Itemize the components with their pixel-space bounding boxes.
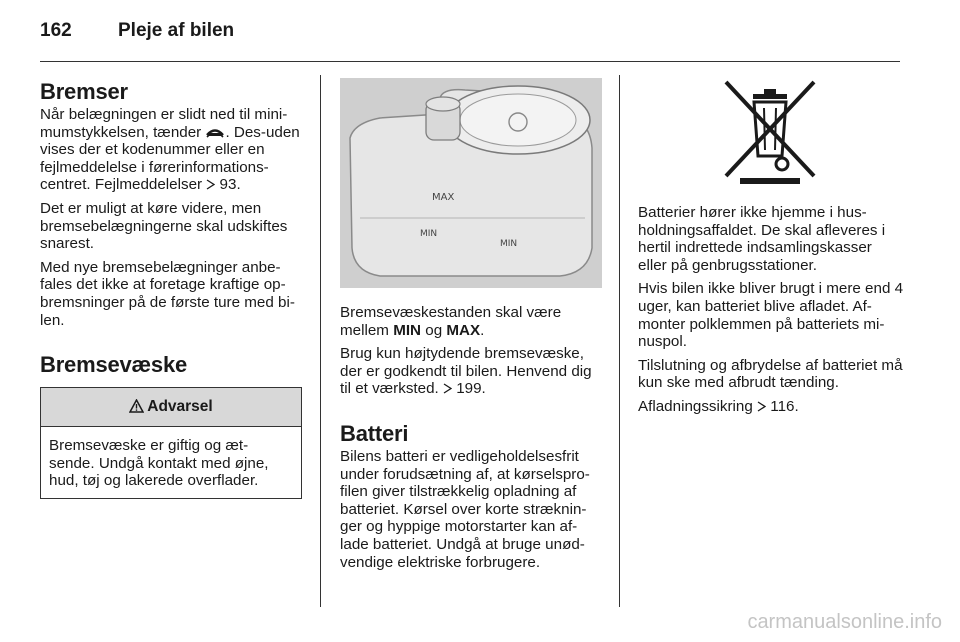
discharge-protection-paragraph: Afladningssikring 116. <box>638 397 799 415</box>
warning-triangle-icon <box>129 399 144 416</box>
battery-disposal-paragraph: Batterier hører ikke hjemme i hus-holdningsaffaldet. De skal afleveres i hertil indrettede indsamlingskasser eller på genbrugsstationer. <box>638 204 886 274</box>
brake-fluid-heading: Bremsevæske <box>40 352 188 378</box>
warning-body <box>41 427 301 498</box>
warning-text: Bremsevæske er giftig og æt-sende. Undgå kontakt med øjne, hud, tøj og lakerede overflader. <box>49 437 269 490</box>
fluid-paragraph: Brug kun højtydende bremsevæske, der er godkendt til bilen. Henvend dig til et værksted. 199. <box>340 345 592 398</box>
brake-fluid-reservoir-photo <box>340 78 602 288</box>
crossed-out-bin-icon <box>638 78 902 188</box>
column-left <box>40 78 302 499</box>
photo-label-min-left: MIN <box>420 229 438 239</box>
battery-idle-paragraph: Hvis bilen ikke bliver brugt i mere end 4 uger, kan batteriet blive afladet. Af-monter polklemmen på batteriets mi-nuspol. <box>638 280 904 351</box>
arrow-ref-icon <box>443 383 452 394</box>
brakes-paragraph-2: Det er muligt at køre videre, men bremsebelægningerne skal udskiftes snarest. <box>40 199 288 253</box>
battery-heading: Batteri <box>340 420 409 446</box>
column-middle <box>340 78 602 577</box>
photo-label-max: MAX <box>432 192 455 203</box>
fluid-level-paragraph: Bremsevæskestanden skal være mellem MIN og MAX. <box>340 304 562 339</box>
min-marker: MIN <box>393 321 422 339</box>
page-title: Pleje af bilen <box>118 20 235 41</box>
max-marker: MAX <box>446 321 481 339</box>
header-rule <box>40 61 900 62</box>
brakes-paragraph-3: Med nye bremsebelægninger anbe-fales det ikke at foretage kraftige op-bremsninger på de første ture med bi-len. <box>40 258 295 329</box>
warning-header <box>41 388 301 427</box>
warning-box <box>40 387 302 499</box>
arrow-ref-icon <box>206 179 215 190</box>
column-divider-right <box>619 75 620 607</box>
page-number: 162 <box>40 20 72 41</box>
brakes-heading: Bremser <box>40 79 128 104</box>
battery-paragraph: Bilens batteri er vedligeholdelsesfrit under forudsætning af, at kørselspro-filen giver tilstrækkelig opladning af batteriet. Kørsel over korte stræknin-ger og hyppige motorstarter kan af-lade batteriet. Undgå at bruge unød-vendige elektriske forbrugere. <box>340 447 590 571</box>
arrow-ref-icon <box>757 401 766 412</box>
photo-label-min-right: MIN <box>500 239 518 249</box>
column-right <box>638 78 904 422</box>
battery-connect-paragraph: Tilslutning og afbrydelse af batteriet må kun ske med afbrudt tænding. <box>638 356 903 392</box>
brakes-paragraph-1: Når belægningen er slidt ned til mini-mumstykkelsen, tænder . Des-uden vises der et kodenummer eller en fejlmeddelelse i førerinformations-centret. Fejlmeddelelser 93. <box>40 106 300 194</box>
warning-title: Advarsel <box>147 398 213 416</box>
brake-pad-warning-icon <box>205 126 225 138</box>
page-header <box>40 20 900 60</box>
column-divider-left <box>320 75 321 607</box>
watermark: carmanualsonline.info <box>747 611 942 633</box>
